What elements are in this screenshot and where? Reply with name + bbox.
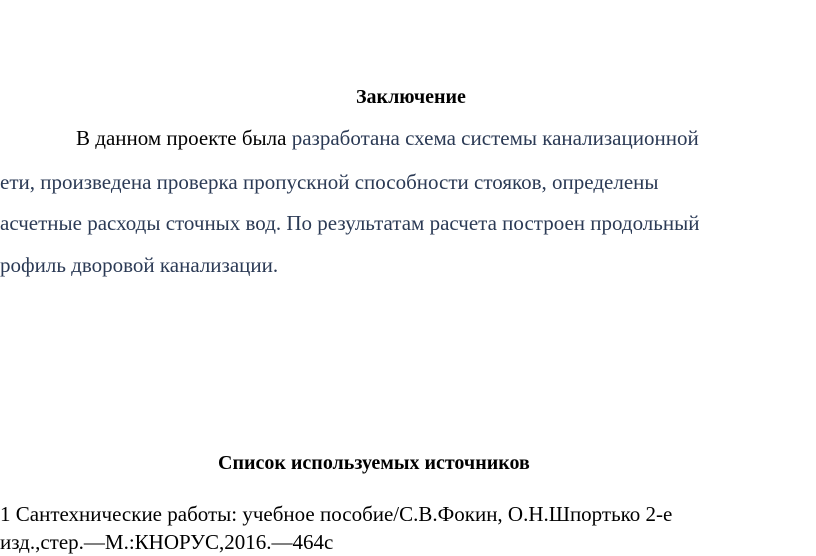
conclusion-heading: Заключение — [356, 86, 466, 108]
conclusion-text-segment: В данном проекте была — [76, 126, 292, 150]
sources-heading: Список используемых источников — [218, 452, 530, 474]
source-item-line: 1 Сантехнические работы: учебное пособие/С.В.Фокин, О.Н.Шпортько 2-е — [0, 502, 673, 526]
conclusion-paragraph-line: ети, произведена проверка пропускной способности стояков, определены — [0, 170, 659, 194]
conclusion-text-segment: разработана схема системы канализационной — [291, 126, 699, 150]
conclusion-paragraph-line: асчетные расходы сточных вод. По результатам расчета построен продольный — [0, 211, 700, 235]
conclusion-paragraph-line: рофиль дворовой канализации. — [0, 253, 279, 277]
conclusion-paragraph-line — [76, 126, 699, 150]
source-item-line: изд.,стер.—М.:КНОРУС,2016.—464с — [0, 530, 334, 554]
